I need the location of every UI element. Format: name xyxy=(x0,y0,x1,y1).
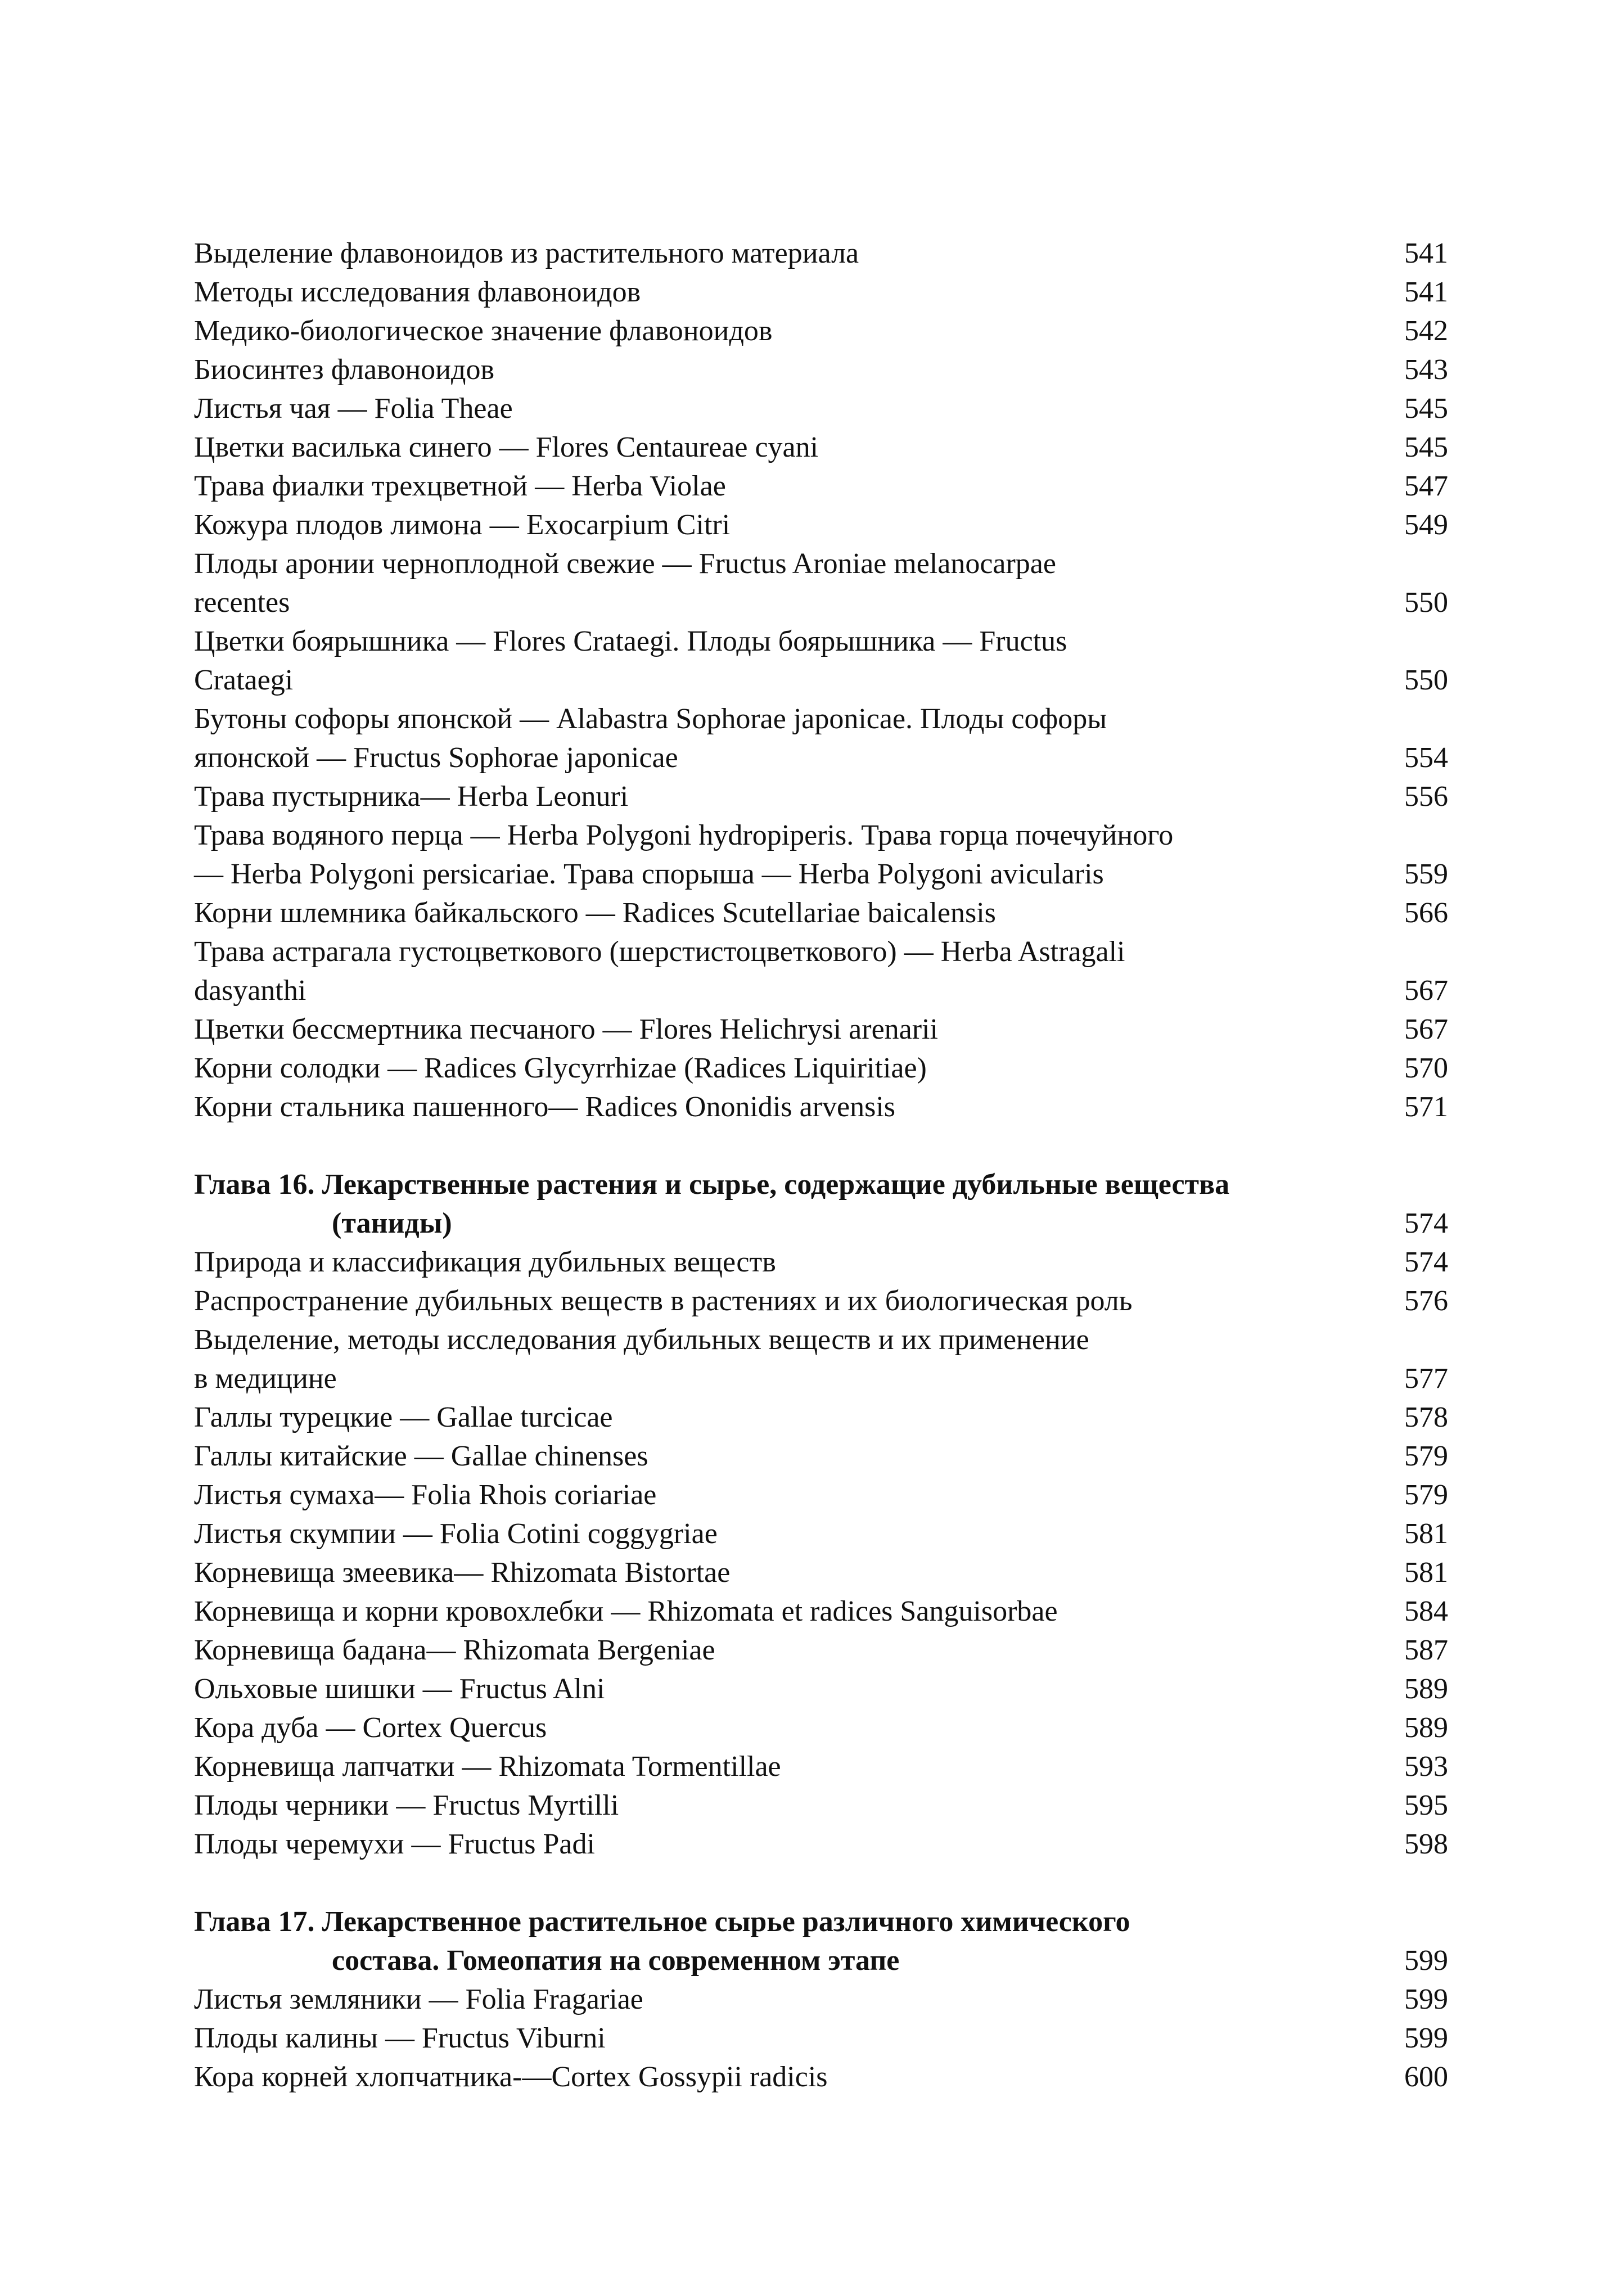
toc-entry-title: Плоды калины — Fructus Viburni xyxy=(194,2022,606,2054)
toc-entry-title: японской — Fructus Sophorae japonicae xyxy=(194,742,678,774)
toc-entry xyxy=(194,544,1448,622)
toc-entry-page-number: 549 xyxy=(1404,509,1448,541)
chapter-17-title-line1: Глава 17. Лекарственное растительное сырье различного химического xyxy=(194,1906,1130,1938)
toc-entry xyxy=(194,1786,1448,1825)
chapter-17-title-line2: состава. Гомеопатия на современном этапе xyxy=(332,1945,900,1977)
toc-entry xyxy=(194,2058,1448,2096)
chapter-17-heading xyxy=(194,1902,1448,1980)
toc-entry-title: Выделение, методы исследования дубильных веществ и их применение xyxy=(194,1324,1089,1356)
toc-entry xyxy=(194,1514,1448,1553)
toc-entry-page-number: 545 xyxy=(1404,393,1448,425)
toc-entry-title: Галлы турецкие — Gallae turcicae xyxy=(194,1401,613,1433)
toc-entry xyxy=(194,932,1448,1010)
toc-entry-title: Crataegi xyxy=(194,664,294,696)
toc-entry-page-number: 579 xyxy=(1404,1440,1448,1472)
chapter-17-page-number: 599 xyxy=(1404,1945,1448,1977)
toc-entry-title: Корневища лапчатки — Rhizomata Tormentillae xyxy=(194,1751,781,1783)
toc-entry-title: Бутоны софоры японской — Alabastra Sophorae japonicae. Плоды софоры xyxy=(194,703,1107,735)
toc-entry-title: Методы исследования флавоноидов xyxy=(194,276,641,308)
toc-entry xyxy=(194,1243,1448,1282)
toc-entry-page-number: 559 xyxy=(1404,858,1448,890)
toc-entry-page-number: 570 xyxy=(1404,1052,1448,1084)
toc-entry xyxy=(194,1476,1448,1514)
toc-section-chapter-17 xyxy=(194,1980,1448,2096)
toc-entry-page-number: 576 xyxy=(1404,1285,1448,1317)
toc-entry-page-number: 587 xyxy=(1404,1634,1448,1666)
toc-entry-title: Корневища змеевика— Rhizomata Bistortae xyxy=(194,1557,731,1589)
toc-entry-page-number: 581 xyxy=(1404,1557,1448,1589)
toc-entry-title: Плоды черемухи — Fructus Padi xyxy=(194,1828,595,1860)
toc-entry-page-number: 595 xyxy=(1404,1789,1448,1821)
toc-entry-page-number: 550 xyxy=(1404,664,1448,696)
toc-page xyxy=(194,234,1448,2096)
toc-entry-page-number: 593 xyxy=(1404,1751,1448,1783)
toc-entry-title: dasyanthi xyxy=(194,975,306,1007)
toc-entry-page-number: 584 xyxy=(1404,1595,1448,1627)
toc-entry-title: Медико-биологическое значение флавоноидов xyxy=(194,315,773,347)
toc-entry-page-number: 571 xyxy=(1404,1091,1448,1123)
toc-entry xyxy=(194,816,1448,894)
toc-entry-page-number: 545 xyxy=(1404,431,1448,463)
toc-entry-title: Корневища бадана— Rhizomata Bergeniae xyxy=(194,1634,715,1666)
toc-entry-title: Трава астрагала густоцветкового (шерстистоцветкового) — Herba Astragali xyxy=(194,936,1125,968)
toc-entry-title: Трава фиалки трехцветной — Herba Violae xyxy=(194,470,726,502)
toc-entry-page-number: 541 xyxy=(1404,237,1448,269)
toc-entry xyxy=(194,1049,1448,1088)
toc-entry-title: Листья скумпии — Folia Cotini coggygriae xyxy=(194,1518,718,1550)
toc-entry-page-number: 599 xyxy=(1404,1983,1448,2015)
toc-entry-title: Ольховые шишки — Fructus Alni xyxy=(194,1673,605,1705)
toc-entry xyxy=(194,389,1448,428)
toc-entry-title: Корневища и корни кровохлебки — Rhizomata et radices Sanguisorbae xyxy=(194,1595,1058,1627)
toc-entry-page-number: 578 xyxy=(1404,1401,1448,1433)
toc-entry-page-number: 566 xyxy=(1404,897,1448,929)
toc-entry xyxy=(194,428,1448,467)
toc-entry-title: Трава водяного перца — Herba Polygoni hydropiperis. Трава горца почечуйного xyxy=(194,819,1174,851)
toc-entry-title: Цветки боярышника — Flores Crataegi. Плоды боярышника — Fructus xyxy=(194,625,1067,657)
toc-entry-title: Трава пустырника— Herba Leonuri xyxy=(194,781,629,813)
toc-entry xyxy=(194,1398,1448,1437)
toc-entry-title: Цветки василька синего — Flores Centaureae cyani xyxy=(194,431,819,463)
toc-entry xyxy=(194,1282,1448,1320)
toc-entry xyxy=(194,273,1448,312)
toc-entry-page-number: 599 xyxy=(1404,2022,1448,2054)
toc-entry xyxy=(194,1592,1448,1631)
toc-entry-title: Кора дуба — Cortex Quercus xyxy=(194,1712,547,1744)
toc-entry xyxy=(194,234,1448,273)
toc-entry-title: Галлы китайские — Gallae chinenses xyxy=(194,1440,648,1472)
toc-entry-page-number: 547 xyxy=(1404,470,1448,502)
toc-entry-title: Цветки бессмертника песчаного — Flores Helichrysi arenarii xyxy=(194,1013,938,1045)
toc-entry-page-number: 550 xyxy=(1404,587,1448,619)
toc-entry xyxy=(194,506,1448,544)
toc-entry-page-number: 589 xyxy=(1404,1712,1448,1744)
toc-entry-title: Корни шлемника байкальского — Radices Scutellariae baicalensis xyxy=(194,897,996,929)
toc-entry xyxy=(194,1747,1448,1786)
toc-entry-title: Биосинтез флавоноидов xyxy=(194,354,494,386)
toc-entry-title: Листья земляники — Folia Fragariae xyxy=(194,1983,643,2015)
toc-entry xyxy=(194,2019,1448,2058)
toc-entry-page-number: 579 xyxy=(1404,1479,1448,1511)
toc-entry-page-number: 556 xyxy=(1404,781,1448,813)
chapter-16-title-line2: (таниды) xyxy=(332,1207,452,1239)
toc-entry-page-number: 589 xyxy=(1404,1673,1448,1705)
toc-entry xyxy=(194,1708,1448,1747)
toc-entry-title: Выделение флавоноидов из растительного материала xyxy=(194,237,859,269)
toc-entry xyxy=(194,1825,1448,1864)
toc-entry-page-number: 598 xyxy=(1404,1828,1448,1860)
toc-entry-page-number: 554 xyxy=(1404,742,1448,774)
toc-entry-title: Кожура плодов лимона — Exocarpium Citri xyxy=(194,509,731,541)
toc-entry-title: Корни стальника пашенного— Radices Ononidis arvensis xyxy=(194,1091,896,1123)
toc-entry-title: recentes xyxy=(194,587,290,619)
toc-section-flavonoids xyxy=(194,234,1448,1126)
toc-entry xyxy=(194,1010,1448,1049)
toc-entry xyxy=(194,894,1448,932)
toc-entry-title: Плоды черники — Fructus Myrtilli xyxy=(194,1789,619,1821)
toc-entry xyxy=(194,312,1448,350)
toc-entry-page-number: 541 xyxy=(1404,276,1448,308)
toc-entry-page-number: 543 xyxy=(1404,354,1448,386)
toc-entry xyxy=(194,1553,1448,1592)
toc-entry-title: Корни солодки — Radices Glycyrrhizae (Radices Liquiritiae) xyxy=(194,1052,927,1084)
toc-entry-page-number: 567 xyxy=(1404,975,1448,1007)
toc-entry xyxy=(194,1088,1448,1126)
toc-entry-title: Кора корней хлопчатника-—Cortex Gossypii radicis xyxy=(194,2061,828,2093)
toc-entry-title: Распространение дубильных веществ в растениях и их биологическая роль xyxy=(194,1285,1133,1317)
toc-entry-title: Листья сумаха— Folia Rhois coriariae xyxy=(194,1479,657,1511)
toc-entry-page-number: 581 xyxy=(1404,1518,1448,1550)
toc-entry xyxy=(194,700,1448,777)
toc-entry xyxy=(194,1670,1448,1708)
toc-entry-page-number: 600 xyxy=(1404,2061,1448,2093)
toc-entry xyxy=(194,350,1448,389)
toc-entry xyxy=(194,777,1448,816)
chapter-16-heading xyxy=(194,1165,1448,1243)
toc-entry-page-number: 574 xyxy=(1404,1246,1448,1278)
toc-entry-title: Природа и классификация дубильных веществ xyxy=(194,1246,776,1278)
toc-entry-page-number: 577 xyxy=(1404,1363,1448,1395)
toc-entry-page-number: 542 xyxy=(1404,315,1448,347)
toc-entry-title: Листья чая — Folia Theae xyxy=(194,393,513,425)
toc-entry xyxy=(194,1437,1448,1476)
toc-entry xyxy=(194,467,1448,506)
toc-entry xyxy=(194,1320,1448,1398)
toc-entry-title: Плоды аронии черноплодной свежие — Fructus Aroniae melanocarpae xyxy=(194,548,1056,580)
chapter-16-title-line1: Глава 16. Лекарственные растения и сырье, содержащие дубильные вещества xyxy=(194,1169,1230,1201)
toc-entry xyxy=(194,622,1448,700)
toc-entry xyxy=(194,1631,1448,1670)
toc-section-chapter-16 xyxy=(194,1243,1448,1864)
chapter-16-page-number: 574 xyxy=(1404,1207,1448,1239)
toc-entry-title: в медицине xyxy=(194,1363,337,1395)
toc-entry-page-number: 567 xyxy=(1404,1013,1448,1045)
toc-entry xyxy=(194,1980,1448,2019)
toc-entry-title: — Herba Polygoni persicariae. Трава спорыша — Herba Polygoni avicularis xyxy=(194,858,1104,890)
